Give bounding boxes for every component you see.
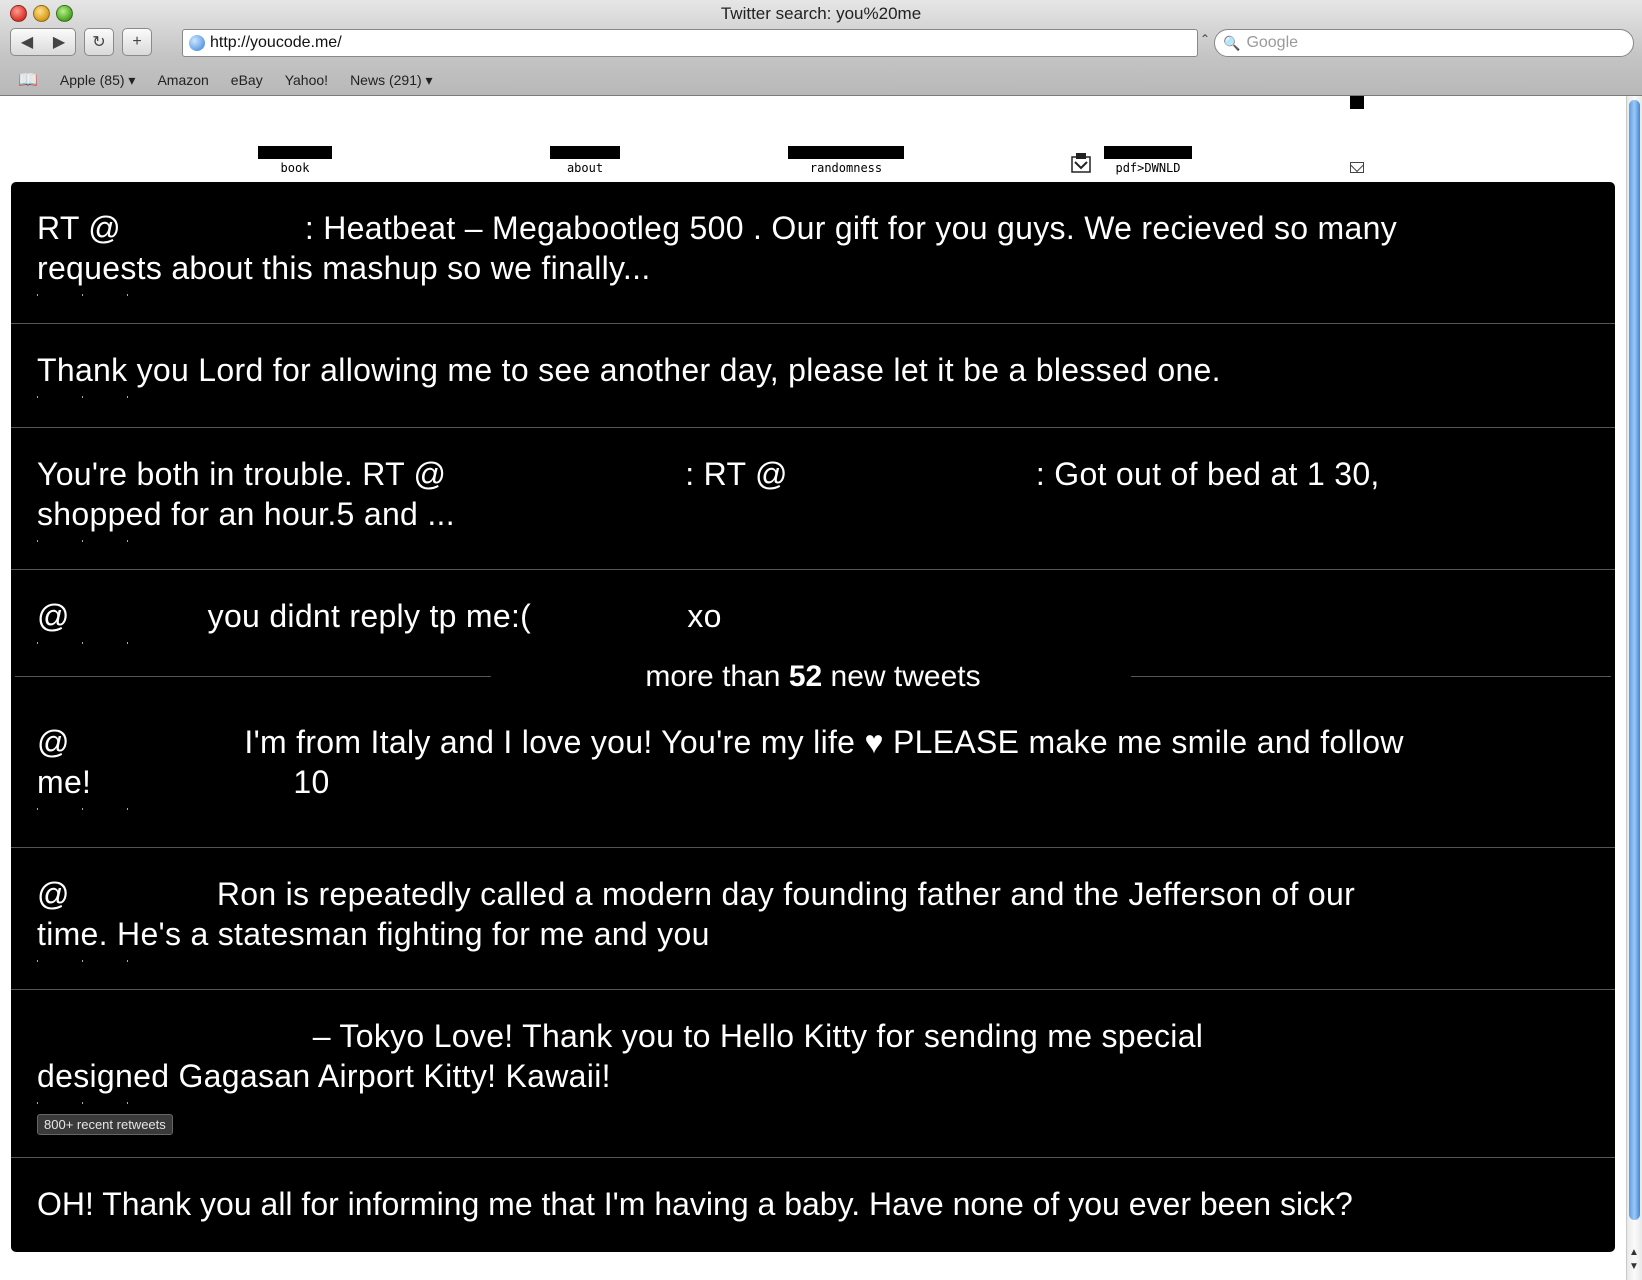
tweet-text: – Tokyo Love! Thank you to Hello Kitty for sending me special designed Gagasan Airport Kitty! Kawaii! — [37, 1018, 1204, 1094]
reload-button[interactable] — [84, 28, 114, 56]
nav-randomness-label[interactable]: randomness — [809, 161, 883, 175]
tweet-meta-dots — [37, 954, 1589, 978]
bookmark-news[interactable]: News (291) ▾ — [350, 71, 433, 88]
pdf-icon[interactable] — [1070, 152, 1092, 174]
reload-icon: ↻ — [92, 34, 106, 51]
back-forward-button[interactable] — [10, 28, 76, 56]
mail-icon[interactable] — [1350, 162, 1364, 173]
scroll-arrows[interactable]: ▲ ▼ — [1629, 1247, 1639, 1272]
tweet-feed — [11, 182, 1615, 1252]
nav-about[interactable] — [550, 146, 620, 175]
browser-chrome — [0, 0, 1642, 96]
site-navigation — [0, 146, 1627, 178]
web-page — [0, 96, 1627, 1280]
tweet-meta-dots — [37, 636, 1589, 660]
tweet-meta-dots — [37, 802, 1589, 826]
vertical-scrollbar[interactable] — [1626, 96, 1642, 1280]
bookmark-ebay[interactable]: eBay — [230, 72, 263, 88]
nav-pdf-download[interactable] — [1104, 146, 1192, 175]
retweet-count-badge[interactable]: 800+ recent retweets — [37, 1114, 173, 1135]
bookmarks-book-icon[interactable]: 📖 — [18, 72, 38, 89]
address-dropdown-icon[interactable]: ⌃ — [1200, 32, 1211, 46]
tweet-meta-dots — [37, 390, 1589, 414]
nav-randomness[interactable] — [788, 146, 904, 175]
globe-icon — [189, 35, 205, 51]
tweet-text: You're both in trouble. RT @ : RT @ : Got out of bed at 1 30, shopped for an hour.5 and ... — [37, 456, 1380, 532]
tweet-item — [11, 848, 1615, 990]
add-bookmark-button[interactable] — [122, 28, 152, 56]
new-tweets-prefix[interactable]: more than — [645, 660, 781, 693]
forward-icon[interactable]: ▶ — [52, 34, 66, 51]
new-tweets-text[interactable] — [11, 660, 1615, 694]
new-tweets-count[interactable]: 52 — [788, 660, 823, 693]
tweet-item — [11, 716, 1615, 848]
nav-about-bar — [550, 146, 620, 159]
tweet-text: @ you didnt reply tp me:( xo — [37, 598, 722, 634]
back-icon[interactable]: ◀ — [20, 34, 34, 51]
bookmark-apple[interactable]: Apple (85) ▾ — [59, 71, 136, 88]
tweet-text: Thank you Lord for allowing me to see another day, please let it be a blessed one. — [37, 352, 1221, 388]
search-icon[interactable]: 🔍 — [1223, 34, 1241, 51]
tweet-text: OH! Thank you all for informing me that I'm having a baby. Have none of you ever been sick? — [37, 1186, 1353, 1222]
nav-book[interactable] — [258, 146, 332, 175]
tweet-text: RT @ : Heatbeat – Megabootleg 500 . Our gift for you guys. We recieved so many requests about this mashup so we finally... — [37, 210, 1398, 286]
nav-mail[interactable] — [1350, 96, 1364, 111]
nav-about-label[interactable]: about — [566, 161, 604, 175]
nav-randomness-bar — [788, 146, 904, 159]
tweet-text: @ I'm from Italy and I love you! You're my life ♥ PLEASE make me smile and follow me! 10 — [37, 724, 1404, 800]
search-field[interactable] — [1214, 29, 1634, 57]
tweet-item — [11, 182, 1615, 324]
navigation-buttons — [10, 28, 152, 56]
nav-book-label[interactable]: book — [280, 161, 310, 175]
tweet-item-partial — [11, 1158, 1615, 1224]
search-placeholder[interactable]: Google — [1246, 34, 1299, 51]
nav-book-bar — [258, 146, 332, 159]
tweet-item — [11, 428, 1615, 570]
new-tweets-suffix[interactable]: new tweets — [830, 660, 981, 693]
tweet-text: @ Ron is repeatedly called a modern day founding father and the Jefferson of our time. He's a statesman fighting for me and you — [37, 876, 1356, 952]
bookmark-amazon[interactable]: Amazon — [157, 72, 209, 88]
scrollbar-thumb[interactable] — [1629, 100, 1640, 1220]
address-bar[interactable] — [182, 29, 1198, 57]
window-title: Twitter search: you%20me — [720, 4, 922, 23]
tweet-meta-dots — [37, 1096, 1589, 1110]
new-tweets-notice[interactable] — [11, 660, 1615, 716]
bookmarks-bar — [18, 70, 433, 90]
url-text[interactable]: http://youcode.me/ — [210, 34, 342, 51]
tweet-meta-dots — [37, 534, 1589, 558]
tweet-item — [11, 570, 1615, 660]
tweet-item — [11, 990, 1615, 1158]
bookmark-yahoo[interactable]: Yahoo! — [284, 72, 329, 88]
nav-mail-bar — [1350, 96, 1364, 109]
tweet-item — [11, 324, 1615, 428]
plus-icon: + — [132, 33, 142, 50]
nav-pdf-bar — [1104, 146, 1192, 159]
nav-pdf-label[interactable]: pdf>DWNLD — [1115, 161, 1181, 175]
tweet-meta-dots — [37, 288, 1589, 312]
